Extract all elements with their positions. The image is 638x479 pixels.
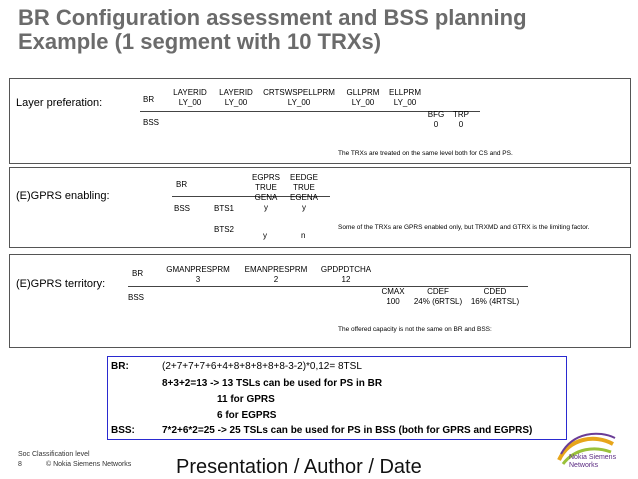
territory-cdef-header: CDEF bbox=[427, 287, 449, 296]
layer-col-2 bbox=[214, 88, 258, 108]
gprs-gena-bts1: y bbox=[264, 203, 268, 212]
layer-row-bss: BSS bbox=[143, 118, 160, 127]
layer-trp bbox=[448, 110, 474, 130]
summary-br-line2: 8+3+2=13 -> 13 TSLs can be used for PS in BR bbox=[162, 378, 383, 389]
layer-col-4-value: LY_00 bbox=[351, 98, 375, 107]
layer-col-2-header: LAYERID bbox=[219, 88, 253, 97]
territory-note: The offered capacity is not the same on BR and BSS: bbox=[338, 326, 492, 333]
gprs-egprs-true: TRUE bbox=[255, 183, 277, 192]
gprs-bts1: BTS1 bbox=[214, 204, 235, 213]
summary-br-label: BR: bbox=[111, 361, 129, 372]
logo-line-1: Nokia Siemens bbox=[569, 454, 617, 461]
footer-classification: Soc Classification level bbox=[18, 451, 90, 458]
summary-bss-label: BSS: bbox=[111, 425, 135, 436]
territory-row-br: BR bbox=[132, 269, 144, 278]
summary-bss-line: 7*2+6*2=25 -> 25 TSLs can be used for PS in BSS (both for GPRS and EGPRS) bbox=[162, 425, 533, 436]
territory-cdef-value: 24% (6RTSL) bbox=[413, 297, 463, 306]
territory-cmax-header: CMAX bbox=[381, 287, 405, 296]
layer-col-1-header: LAYERID bbox=[173, 88, 207, 97]
logo-line-2: Networks bbox=[569, 462, 599, 469]
gprs-row-br: BR bbox=[176, 180, 188, 189]
territory-gman-header: GMANPRESPRM bbox=[166, 265, 230, 274]
territory-gpdpdtcha-header: GPDPDTCHA bbox=[320, 265, 372, 274]
layer-col-3 bbox=[258, 88, 340, 108]
gprs-eedge-true: TRUE bbox=[293, 183, 315, 192]
territory-gpdpdtcha-value: 12 bbox=[341, 275, 351, 284]
gprs-egena-bts1: y bbox=[302, 203, 306, 212]
layer-col-1 bbox=[168, 88, 212, 108]
summary-br-line3: 11 for GPRS bbox=[217, 394, 275, 405]
territory-col-gpdpdtcha bbox=[314, 265, 378, 285]
territory-col-eman bbox=[238, 265, 314, 285]
layer-col-5 bbox=[385, 88, 425, 108]
layer-preferation-label: Layer preferation: bbox=[16, 97, 103, 109]
nokia-siemens-logo bbox=[555, 430, 617, 474]
gprs-enabling-label: (E)GPRS enabling: bbox=[16, 190, 110, 202]
territory-eman-header: EMANPRESPRM bbox=[244, 265, 308, 274]
gprs-gena-bts2: y bbox=[263, 231, 267, 240]
gprs-gena-header: GENA bbox=[254, 193, 278, 202]
territory-cded-header: CDED bbox=[483, 287, 507, 296]
layer-trp-header: TRP bbox=[453, 110, 469, 119]
territory-row-bss: BSS bbox=[128, 293, 145, 302]
territory-col-cmax bbox=[376, 287, 410, 307]
gprs-col-egprs bbox=[248, 173, 284, 213]
gprs-eedge-header: EEDGE bbox=[289, 173, 318, 182]
layer-col-4 bbox=[343, 88, 383, 108]
territory-col-gman bbox=[160, 265, 236, 285]
layer-trp-value: 0 bbox=[458, 120, 464, 129]
territory-col-cdef bbox=[410, 287, 466, 307]
layer-col-3-header: CRTSWSPELLPRM bbox=[263, 88, 335, 97]
layer-bfg-value: 0 bbox=[433, 120, 439, 129]
gprs-row-bss: BSS bbox=[174, 204, 191, 213]
layer-col-5-header: ELLPRM bbox=[388, 88, 421, 97]
territory-gman-value: 3 bbox=[195, 275, 201, 284]
layer-col-1-value: LY_00 bbox=[178, 98, 202, 107]
layer-bfg bbox=[422, 110, 450, 130]
territory-col-cded bbox=[466, 287, 524, 307]
summary-br-formula: (2+7+7+7+6+4+8+8+8+8+8-3-2)*0,12= 8TSL bbox=[162, 361, 362, 372]
layer-row-br: BR bbox=[143, 95, 155, 104]
gprs-note: Some of the TRXs are GPRS enabled only, but TRXMD and GTRX is the limiting factor. bbox=[338, 224, 590, 231]
gprs-egprs-header: EGPRS bbox=[251, 173, 280, 182]
layer-col-2-value: LY_00 bbox=[224, 98, 248, 107]
footer-presentation: Presentation / Author / Date bbox=[176, 456, 422, 478]
gprs-egena-header: EGENA bbox=[289, 193, 318, 202]
territory-eman-value: 2 bbox=[273, 275, 279, 284]
layer-col-3-value: LY_00 bbox=[287, 98, 311, 107]
territory-cmax-value: 100 bbox=[386, 297, 400, 306]
layer-note: The TRXs are treated on the same level both for CS and PS. bbox=[338, 150, 513, 157]
layer-col-5-value: LY_00 bbox=[393, 98, 417, 107]
title-line-2: Example (1 segment with 10 TRXs) bbox=[18, 29, 382, 54]
layer-col-4-header: GLLPRM bbox=[346, 88, 380, 97]
gprs-bts2: BTS2 bbox=[214, 225, 235, 234]
gprs-egena-bts2: n bbox=[301, 231, 306, 240]
layer-bfg-header: BFG bbox=[427, 110, 445, 119]
title-line-1: BR Configuration assessment and BSS planning bbox=[18, 5, 527, 30]
gprs-territory-label: (E)GPRS territory: bbox=[16, 278, 106, 290]
footer-copyright: © Nokia Siemens Networks bbox=[46, 461, 132, 468]
gprs-col-eedge bbox=[286, 173, 322, 213]
slide-title bbox=[18, 6, 618, 54]
summary-br-line4: 6 for EGPRS bbox=[217, 410, 277, 421]
territory-cded-value: 16% (4RTSL) bbox=[470, 297, 520, 306]
footer-page-number: 8 bbox=[18, 461, 22, 468]
